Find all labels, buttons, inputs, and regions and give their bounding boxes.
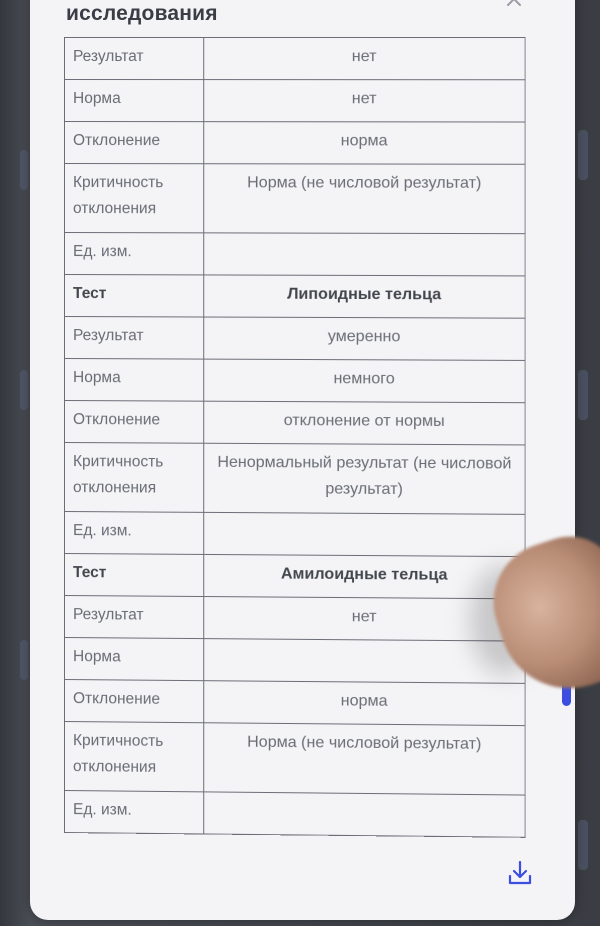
background-ui-strip bbox=[578, 130, 588, 180]
row-label: Отклонение bbox=[64, 122, 203, 164]
table-row bbox=[64, 359, 525, 403]
table-row bbox=[64, 80, 525, 123]
test-name: Липоидные тельца bbox=[204, 275, 525, 318]
test-header-row bbox=[64, 275, 525, 319]
row-value: отклонение от нормы bbox=[204, 401, 525, 445]
row-label: Критичность отклонения bbox=[64, 443, 203, 513]
test-label: Тест bbox=[64, 554, 203, 597]
row-label: Норма bbox=[64, 638, 203, 681]
row-label: Результат bbox=[64, 317, 203, 360]
row-label: Норма bbox=[64, 80, 203, 122]
row-value: умеренно bbox=[204, 317, 525, 360]
test-name: Амилоидные тельца bbox=[204, 554, 525, 598]
row-value bbox=[204, 233, 525, 276]
results-sheet bbox=[30, 0, 575, 920]
table-row bbox=[64, 596, 525, 642]
background-ui-strip bbox=[20, 150, 28, 190]
background-ui-strip bbox=[20, 370, 28, 410]
background-ui-strip bbox=[20, 640, 28, 680]
row-value: норма bbox=[204, 681, 525, 726]
sheet-title: исследования bbox=[66, 2, 218, 25]
row-value: нет bbox=[204, 38, 525, 80]
table-row bbox=[64, 722, 525, 796]
row-label: Результат bbox=[64, 38, 203, 80]
row-value: Норма (не числовой результат) bbox=[204, 164, 525, 234]
row-label: Критичность отклонения bbox=[64, 722, 203, 792]
row-value: Норма (не числовой результат) bbox=[204, 723, 525, 795]
table-row bbox=[64, 638, 525, 684]
row-label: Ед. изм. bbox=[64, 791, 203, 834]
test-label: Тест bbox=[64, 275, 203, 318]
table-row bbox=[64, 680, 525, 726]
table-row bbox=[64, 401, 525, 445]
row-value: Ненормальный результат (не числовой результат) bbox=[204, 443, 525, 514]
row-label: Результат bbox=[64, 596, 203, 639]
table-row bbox=[64, 791, 525, 838]
row-label: Норма bbox=[64, 359, 203, 402]
row-value: нет bbox=[204, 597, 525, 642]
row-value: нет bbox=[204, 80, 525, 122]
row-label: Ед. изм. bbox=[64, 512, 203, 555]
table-row bbox=[64, 443, 525, 515]
background-ui-strip bbox=[578, 370, 588, 420]
results-table bbox=[64, 37, 526, 838]
row-value: норма bbox=[204, 122, 525, 165]
row-label: Отклонение bbox=[64, 401, 203, 444]
background-ui-strip bbox=[578, 820, 588, 870]
table-row bbox=[64, 38, 525, 80]
table-row bbox=[64, 164, 525, 234]
table-row bbox=[64, 317, 525, 361]
row-value bbox=[204, 792, 525, 837]
close-icon[interactable] bbox=[505, 0, 523, 8]
row-label: Ед. изм. bbox=[64, 233, 203, 275]
table-row bbox=[64, 122, 525, 165]
row-value bbox=[204, 512, 525, 556]
row-label: Отклонение bbox=[64, 680, 203, 723]
table-row bbox=[64, 233, 525, 276]
row-label: Критичность отклонения bbox=[64, 164, 203, 233]
table-row bbox=[64, 512, 525, 557]
test-header-row bbox=[64, 554, 525, 599]
download-icon[interactable] bbox=[505, 858, 535, 888]
row-value: немного bbox=[204, 359, 525, 403]
